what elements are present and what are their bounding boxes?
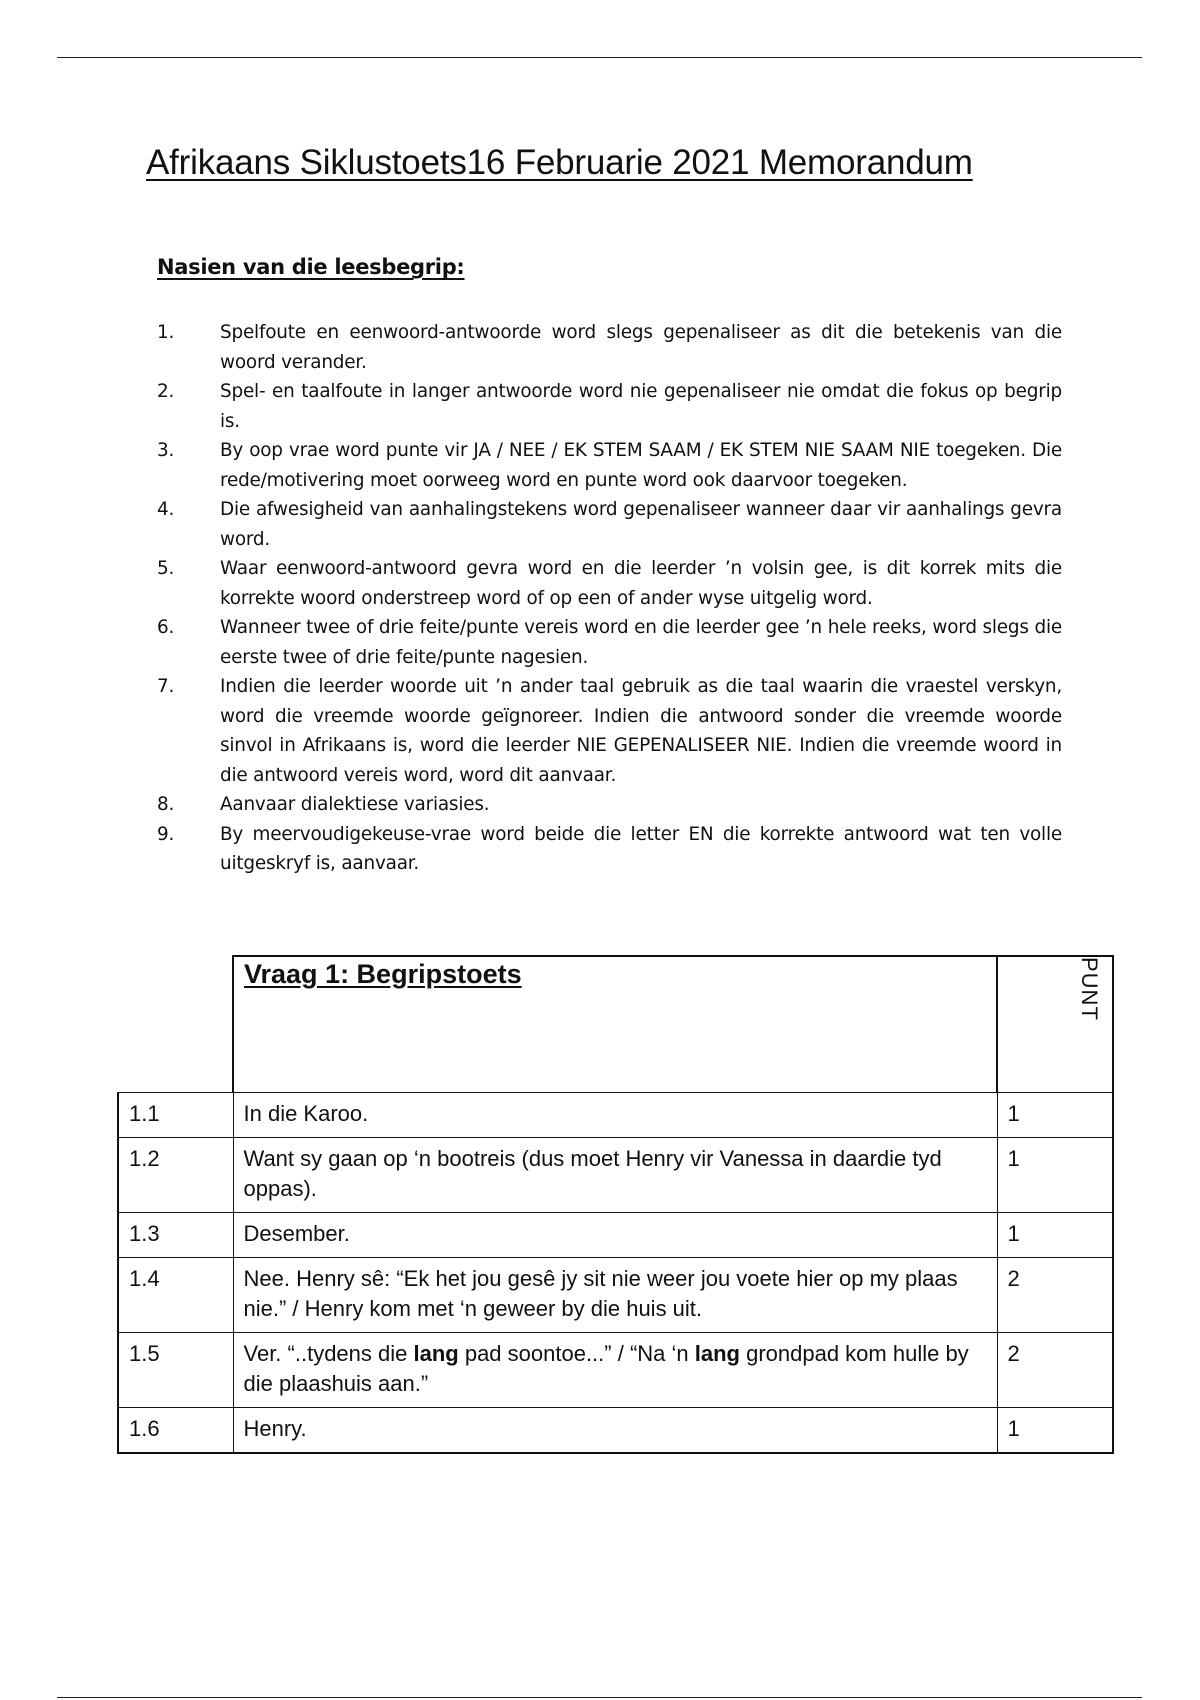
list-item: [157, 554, 1062, 613]
list-item: [157, 672, 1062, 790]
header-blank-cell: [118, 956, 233, 1093]
list-item-text: Aanvaar dialektiese variasies.: [220, 794, 490, 815]
question-header-cell: [233, 956, 997, 1093]
points-cell: 1: [997, 1213, 1113, 1258]
answer-memo-table: [117, 955, 1114, 1454]
section-heading: Nasien van die leesbegrip:: [157, 255, 465, 279]
answer-cell: [233, 1333, 997, 1408]
list-item-text: Die afwesigheid van aanhalingstekens word gepenaliseer wanneer daar vir aanhalings gevra word.: [220, 499, 1062, 550]
top-rule: [57, 57, 1142, 58]
table-row: [118, 1408, 1113, 1454]
list-item: [157, 377, 1062, 436]
list-item-text: Indien die leerder woorde uit ’n ander taal gebruik as die taal waarin die vraestel verskyn, word die vreemde woorde geïgnoreer. Indien die antwoord sonder die vreemde woorde sinvol in Afrikaans is, word die leerder NIE GEPENALISEER NIE. Indien die vreemde woord in die antwoord vereis word, word dit aanvaar.: [220, 676, 1062, 786]
list-item: [157, 495, 1062, 554]
answer-cell: In die Karoo.: [233, 1093, 997, 1138]
list-item-number: 7.: [157, 676, 175, 697]
answer-cell: Henry.: [233, 1408, 997, 1454]
answer-cell: Want sy gaan op ‘n bootreis (dus moet Henry vir Vanessa in daardie tyd oppas).: [233, 1138, 997, 1213]
question-number: 1.4: [118, 1258, 233, 1333]
list-item-number: 6.: [157, 617, 175, 638]
points-header-cell: [997, 956, 1113, 1093]
list-item: [157, 790, 1062, 820]
emphasized-word: lang: [694, 1341, 740, 1366]
list-item: [157, 613, 1062, 672]
points-cell: 1: [997, 1138, 1113, 1213]
table-row: [118, 1213, 1113, 1258]
list-item-number: 4.: [157, 499, 175, 520]
list-item-number: 3.: [157, 440, 175, 461]
points-cell: 1: [997, 1093, 1113, 1138]
bottom-rule: [57, 1697, 1142, 1698]
list-item: [157, 820, 1062, 879]
points-header: PUNT: [1077, 957, 1102, 1021]
list-item-text: Wanneer twee of drie feite/punte vereis word en die leerder gee ’n hele reeks, word slegs die eerste twee of drie feite/punte nagesien.: [220, 617, 1062, 668]
table-header-row: [118, 956, 1113, 1093]
list-item-number: 2.: [157, 381, 175, 402]
emphasized-word: lang: [413, 1341, 459, 1366]
list-item-text: Spel- en taalfoute in langer antwoorde word nie gepenaliseer nie omdat die fokus op begrip is.: [220, 381, 1062, 432]
points-cell: 2: [997, 1258, 1113, 1333]
question-number: 1.2: [118, 1138, 233, 1213]
list-item-text: Spelfoute en eenwoord-antwoorde word slegs gepenaliseer as dit die betekenis van die woord verander.: [220, 322, 1062, 373]
list-item-number: 9.: [157, 823, 175, 845]
document-title: Afrikaans Siklustoets16 Februarie 2021 Memorandum: [146, 143, 973, 182]
table-row: [118, 1093, 1113, 1138]
list-item-number: 1.: [157, 322, 175, 343]
list-item-text: By oop vrae word punte vir JA / NEE / EK STEM SAAM / EK STEM NIE SAAM NIE toegeken. Die rede/motivering moet oorweeg word en punte word ook daarvoor toegeken.: [220, 440, 1062, 491]
question-number: 1.6: [118, 1408, 233, 1454]
list-item-number: 8.: [157, 794, 175, 815]
points-cell: 2: [997, 1333, 1113, 1408]
points-cell: 1: [997, 1408, 1113, 1454]
list-item: [157, 436, 1062, 495]
list-item-number: 5.: [157, 558, 175, 579]
question-number: 1.3: [118, 1213, 233, 1258]
answer-text: pad soontoe...” / “Na ‘n: [458, 1341, 695, 1366]
list-item: [157, 318, 1062, 377]
marking-rules-list: [157, 318, 1062, 879]
table-row: [118, 1138, 1113, 1213]
answer-text: Ver. “..tydens die: [243, 1341, 414, 1366]
list-item-text: Waar eenwoord-antwoord gevra word en die leerder ’n volsin gee, is dit korrek mits die korrekte woord onderstreep word of op een of ander wyse uitgelig word.: [220, 558, 1062, 609]
answer-cell: Desember.: [233, 1213, 997, 1258]
list-item-text: By meervoudigekeuse-vrae word beide die letter EN die korrekte antwoord wat ten volle uitgeskryf is, aanvaar.: [220, 823, 1062, 874]
table-row: [118, 1258, 1113, 1333]
question-title: Vraag 1: Begripstoets: [244, 959, 522, 989]
answer-text: grondpad kom hulle by die plaashuis aan.”: [243, 1341, 969, 1396]
question-number: 1.5: [118, 1333, 233, 1408]
answer-cell: Nee. Henry sê: “Ek het jou gesê jy sit nie weer jou voete hier op my plaas nie.” / Henry kom met ‘n geweer by die huis uit.: [233, 1258, 997, 1333]
table-row: [118, 1333, 1113, 1408]
question-number: 1.1: [118, 1093, 233, 1138]
